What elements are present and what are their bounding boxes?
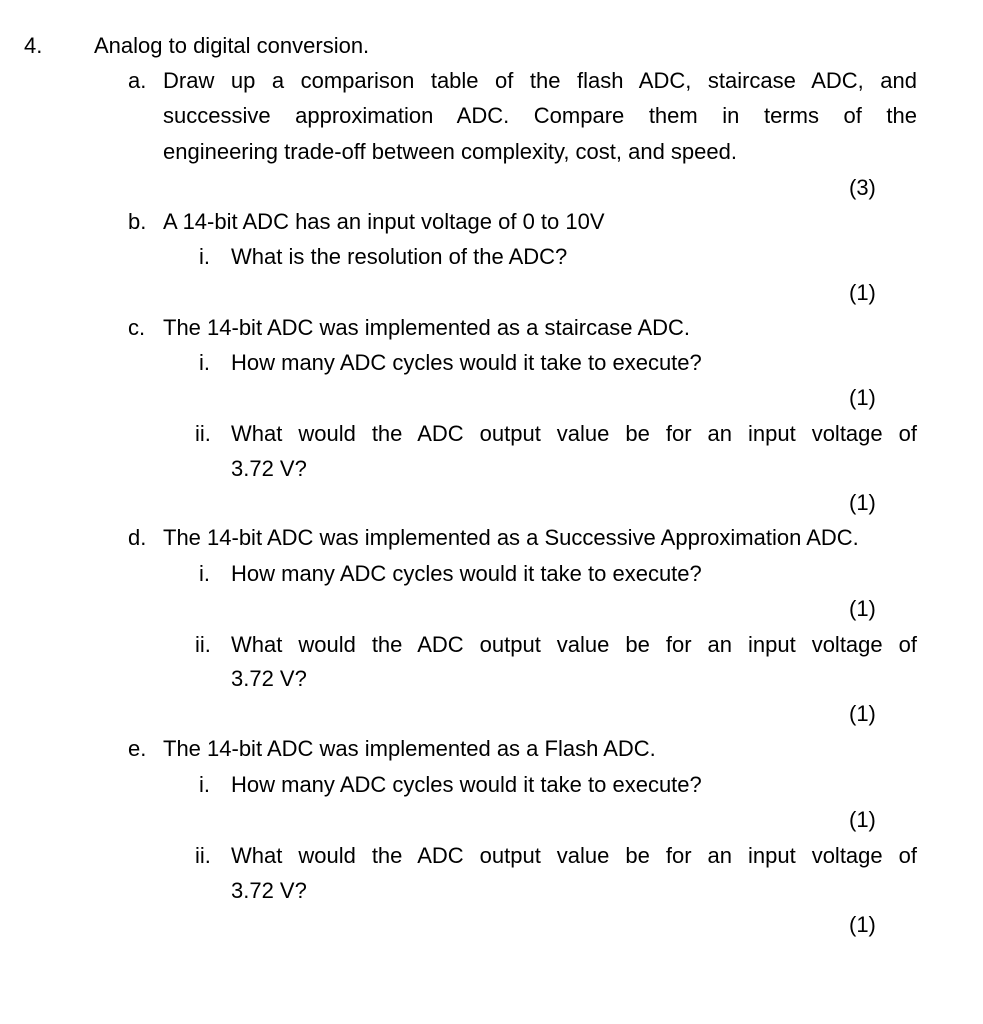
part-e-i-text: How many ADC cycles would it take to execute? [231, 772, 702, 797]
part-c-label: c. [128, 315, 146, 340]
part-a-marks: (3) [849, 175, 876, 200]
part-b-i-text: What is the resolution of the ADC? [231, 244, 568, 269]
part-e-ii-line-1: What would the ADC output value be for an input voltage of [231, 843, 917, 868]
part-e-ii-line-2: 3.72 V? [231, 878, 307, 903]
part-d-ii-label: ii. [195, 632, 211, 657]
part-c-ii-line-1: What would the ADC output value be for an input voltage of [231, 421, 917, 446]
part-e-i-marks: (1) [849, 807, 876, 832]
question-number: 4. [24, 33, 43, 58]
part-d-ii-line-1: What would the ADC output value be for an input voltage of [231, 632, 917, 657]
part-d-i-text: How many ADC cycles would it take to execute? [231, 561, 702, 586]
part-e-label: e. [128, 736, 147, 761]
part-b-label: b. [128, 209, 147, 234]
part-d-ii-marks: (1) [849, 701, 876, 726]
part-c-text: The 14-bit ADC was implemented as a staircase ADC. [163, 315, 691, 340]
part-e-i-label: i. [199, 772, 210, 797]
part-b-i-marks: (1) [849, 280, 876, 305]
part-e-ii-label: ii. [195, 843, 211, 868]
part-c-ii-marks: (1) [849, 490, 876, 515]
part-a-label: a. [128, 68, 147, 93]
question-title: Analog to digital conversion. [94, 33, 370, 58]
part-d-ii-line-2: 3.72 V? [231, 666, 307, 691]
part-c-ii-label: ii. [195, 421, 211, 446]
part-a-line-2: successive approximation ADC. Compare them in terms of the [163, 103, 917, 128]
part-a-line-1: Draw up a comparison table of the flash ADC, staircase ADC, and [163, 68, 917, 93]
part-b-text: A 14-bit ADC has an input voltage of 0 to 10V [163, 209, 605, 234]
part-c-i-marks: (1) [849, 385, 876, 410]
part-e-text: The 14-bit ADC was implemented as a Flash ADC. [163, 736, 656, 761]
part-c-i-text: How many ADC cycles would it take to execute? [231, 350, 702, 375]
part-d-text: The 14-bit ADC was implemented as a Successive Approximation ADC. [163, 525, 859, 550]
part-e-ii-marks: (1) [849, 912, 876, 937]
part-d-i-marks: (1) [849, 596, 876, 621]
part-c-i-label: i. [199, 350, 210, 375]
part-b-i-label: i. [199, 244, 210, 269]
part-a-line-3: engineering trade-off between complexity, cost, and speed. [163, 139, 737, 164]
part-d-i-label: i. [199, 561, 210, 586]
part-d-label: d. [128, 525, 147, 550]
part-c-ii-line-2: 3.72 V? [231, 456, 307, 481]
